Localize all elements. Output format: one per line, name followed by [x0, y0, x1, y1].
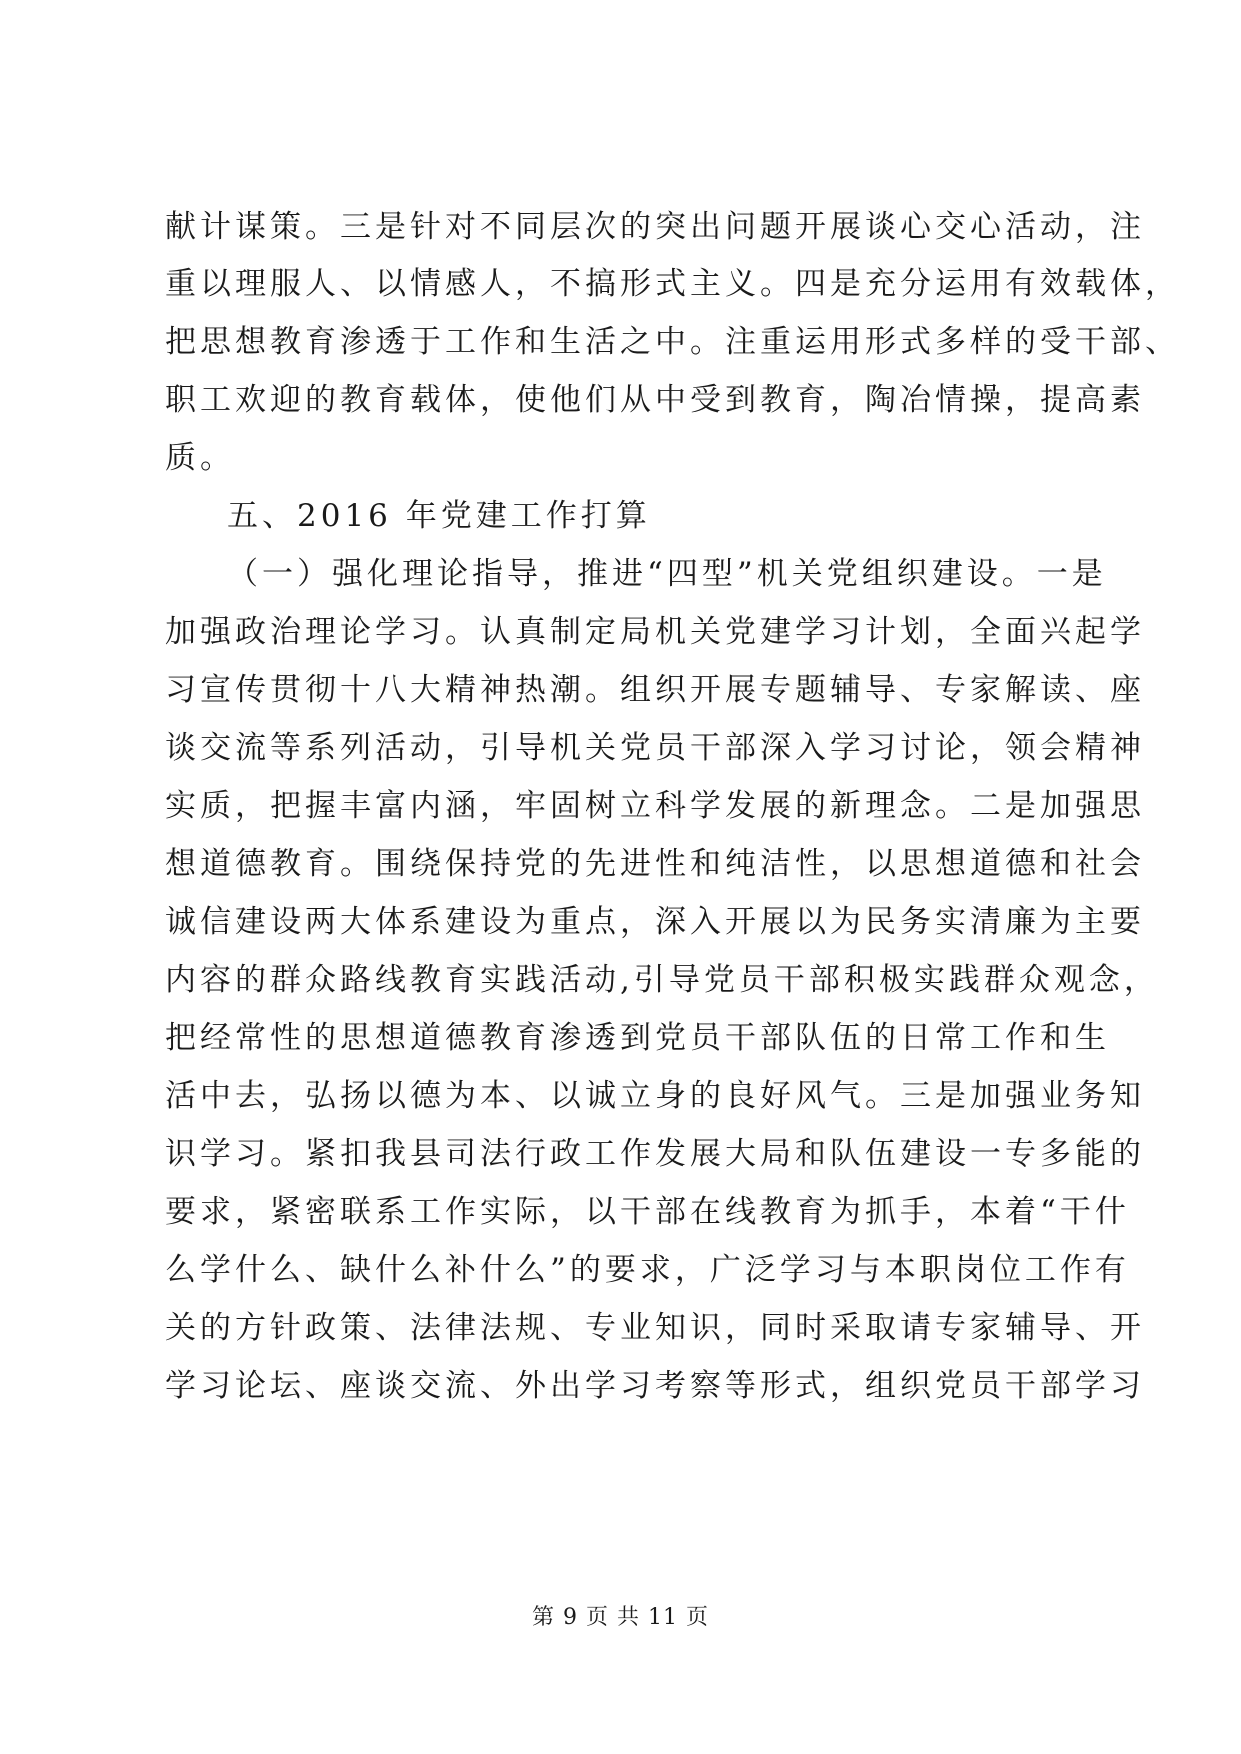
body-line: 识学习。紧扣我县司法行政工作发展大局和队伍建设一专多能的: [165, 1136, 1145, 1172]
body-line: 献计谋策。三是针对不同层次的突出问题开展谈心交心活动，注: [165, 209, 1145, 245]
body-line: 把经常性的思想道德教育渗透到党员干部队伍的日常工作和生: [165, 1020, 1110, 1056]
body-line: 要求，紧密联系工作实际，以干部在线教育为抓手，本着“干什: [165, 1194, 1130, 1230]
body-line: 活中去，弘扬以德为本、以诚立身的良好风气。三是加强业务知: [165, 1078, 1145, 1114]
body-line: 质。: [165, 440, 235, 476]
body-line: 么学什么、缺什么补什么”的要求，广泛学习与本职岗位工作有: [165, 1252, 1130, 1288]
body-line: 诚信建设两大体系建设为重点，深入开展以为民务实清廉为主要: [165, 904, 1145, 940]
body-line: 习宣传贯彻十八大精神热潮。组织开展专题辅导、专家解读、座: [165, 672, 1145, 708]
body-line: 关的方针政策、法律法规、专业知识，同时采取请专家辅导、开: [165, 1310, 1145, 1346]
body-line: 内容的群众路线教育实践活动,引导党员干部积极实践群众观念，: [165, 962, 1159, 998]
body-line: 学习论坛、座谈交流、外出学习考察等形式，组织党员干部学习: [165, 1368, 1145, 1404]
body-line: 重以理服人、以情感人，不搞形式主义。四是充分运用有效载体，: [165, 266, 1180, 302]
subsection-first-line: （一）强化理论指导，推进“四型”机关党组织建设。一是: [227, 556, 1107, 592]
body-line: 职工欢迎的教育载体，使他们从中受到教育，陶冶情操，提高素: [165, 382, 1145, 418]
body-line: 想道德教育。围绕保持党的先进性和纯洁性，以思想道德和社会: [165, 846, 1145, 882]
body-line: 谈交流等系列活动，引导机关党员干部深入学习讨论，领会精神: [165, 730, 1145, 766]
section-heading: 五、2016 年党建工作打算: [227, 498, 651, 534]
body-line: 实质，把握丰富内涵，牢固树立科学发展的新理念。二是加强思: [165, 788, 1145, 824]
body-line: 加强政治理论学习。认真制定局机关党建学习计划，全面兴起学: [165, 614, 1145, 650]
page-footer: 第 9 页 共 11 页: [532, 1605, 709, 1630]
body-line: 把思想教育渗透于工作和生活之中。注重运用形式多样的受干部、: [165, 324, 1180, 360]
